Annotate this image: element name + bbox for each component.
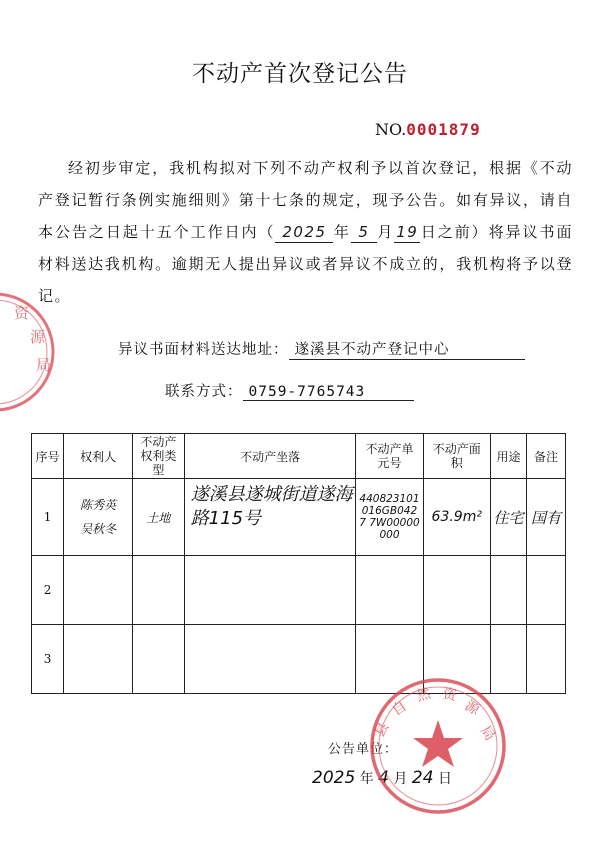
svg-text:县: 县 (371, 719, 393, 740)
date-day-unit: 日 (438, 771, 452, 787)
registration-table (31, 433, 566, 694)
address-label: 异议书面材料送达地址： (118, 342, 289, 358)
row-no: 1 (32, 479, 64, 556)
svg-text:自: 自 (389, 698, 410, 720)
address-value: 遂溪县不动产登记中心 (289, 338, 525, 360)
header-no: 序号 (32, 434, 64, 479)
location-cell: 遂溪县遂城街道遂海路115号 (184, 479, 356, 556)
official-seal-stamp (368, 676, 508, 816)
document-number (375, 120, 481, 139)
deadline-month: 5 (351, 222, 377, 243)
holder-cell (64, 479, 133, 556)
svg-text:源: 源 (30, 328, 46, 346)
header-area: 不动产面积 (423, 434, 490, 479)
date-year: 2025 (312, 768, 356, 788)
svg-text:源: 源 (462, 697, 483, 719)
svg-text:局: 局 (476, 723, 498, 744)
para-text-1: 经初步审定，我机构拟对下列不动产权利予以首次登记，根据《不动产登记暂行条例实施细则》第十七条的规定，现予公告。如有异议，请自本公告之日起十五个工作日内（ (38, 159, 573, 241)
objection-address (118, 338, 525, 360)
unit-no-cell: 440823101016GB0427 7W00000000 (356, 479, 423, 556)
doc-no-value: 0001879 (406, 120, 481, 139)
issuer-label: 公告单位： (328, 742, 399, 757)
remark-cell: 国有 (527, 479, 566, 556)
table-header-row (32, 434, 566, 479)
header-location: 不动产坐落 (184, 434, 356, 479)
announcement-paragraph (38, 152, 573, 312)
doc-no-prefix: NO. (375, 120, 407, 139)
contact-info (165, 380, 414, 401)
date-year-unit: 年 (359, 771, 374, 787)
holder-name-2: 吴秋冬 (80, 522, 117, 536)
header-holder: 权利人 (64, 434, 133, 479)
row-no: 2 (32, 556, 64, 625)
date-day: 24 (411, 768, 434, 788)
area-cell: 63.9m² (423, 479, 490, 556)
svg-text:资: 资 (14, 304, 30, 322)
svg-text:然: 然 (414, 685, 433, 705)
right-type-cell: 土地 (132, 479, 184, 556)
deadline-year-unit: 年 (333, 223, 351, 241)
use-cell: 住宅 (490, 479, 526, 556)
date-month: 4 (378, 768, 389, 788)
svg-text:局: 局 (36, 356, 52, 374)
page-title: 不动产首次登记公告 (192, 61, 408, 87)
para-text-2: 日之前）将异议书面材料送达我机构。逾期无人提出异议或者异议不成立的，我机构将予以登记。 (38, 223, 573, 305)
header-unit-no: 不动产单元号 (356, 434, 423, 479)
date-month-unit: 月 (393, 771, 408, 787)
holder-name-1: 陈秀英 (80, 498, 117, 512)
svg-text:资: 资 (441, 686, 458, 705)
contact-value: 0759-7765743 (243, 384, 414, 401)
table-row (32, 479, 566, 556)
deadline-year: 2025 (275, 222, 333, 243)
header-remark: 备注 (527, 434, 566, 479)
row-no: 3 (32, 625, 64, 694)
contact-label: 联系方式： (165, 384, 243, 400)
header-use: 用途 (490, 434, 526, 479)
header-right-type: 不动产权利类型 (132, 434, 184, 479)
left-seal-stamp (0, 290, 60, 420)
deadline-month-unit: 月 (376, 223, 395, 241)
deadline-day: 19 (396, 223, 419, 241)
table-row (32, 556, 566, 625)
